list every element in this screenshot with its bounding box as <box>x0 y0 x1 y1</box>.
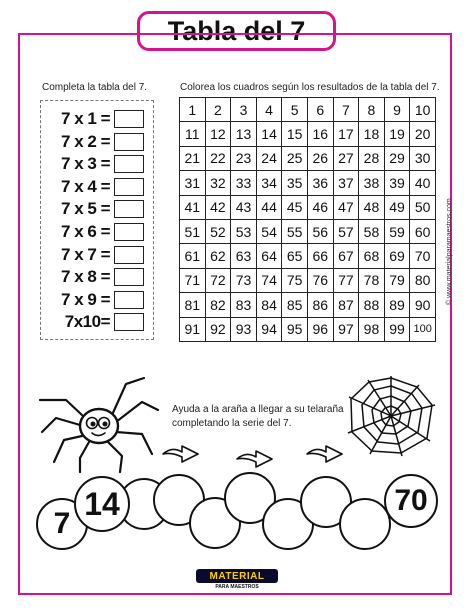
grid-cell[interactable]: 51 <box>180 219 206 243</box>
spider-icon <box>34 370 164 475</box>
instruction-complete: Completa la tabla del 7. <box>42 82 148 93</box>
grid-cell[interactable]: 64 <box>256 244 282 268</box>
help-line-2: completando la serie del 7. <box>172 418 292 429</box>
grid-cell[interactable]: 66 <box>307 244 333 268</box>
grid-cell[interactable]: 18 <box>359 122 385 146</box>
grid-cell[interactable]: 59 <box>384 219 410 243</box>
grid-cell[interactable]: 52 <box>205 219 231 243</box>
multiplication-label: 7 x 2 = <box>61 131 110 151</box>
multiplication-label: 7 x 8 = <box>61 267 110 287</box>
series-circle[interactable] <box>339 498 391 550</box>
multiplication-row <box>56 221 144 243</box>
series-circle-first: 7 <box>36 498 88 550</box>
grid-cell[interactable]: 6 <box>307 98 333 122</box>
grid-cell[interactable]: 53 <box>231 219 257 243</box>
answer-box[interactable] <box>114 133 144 151</box>
grid-cell[interactable]: 27 <box>333 146 359 170</box>
grid-cell[interactable]: 19 <box>384 122 410 146</box>
grid-cell[interactable]: 42 <box>205 195 231 219</box>
grid-row <box>180 171 436 195</box>
multiplication-row <box>56 176 144 198</box>
answer-box[interactable] <box>114 291 144 309</box>
grid-cell[interactable]: 45 <box>282 195 308 219</box>
grid-cell[interactable]: 47 <box>333 195 359 219</box>
grid-cell[interactable]: 39 <box>384 171 410 195</box>
grid-cell[interactable]: 15 <box>282 122 308 146</box>
right-arrow-icon <box>160 440 202 464</box>
grid-row <box>180 195 436 219</box>
grid-cell[interactable]: 28 <box>359 146 385 170</box>
spiderweb-icon <box>346 375 436 457</box>
grid-cell[interactable]: 49 <box>384 195 410 219</box>
grid-cell[interactable]: 93 <box>231 317 257 341</box>
multiplication-label: 7 x 9 = <box>61 289 110 309</box>
grid-cell[interactable]: 63 <box>231 244 257 268</box>
answer-box[interactable] <box>114 155 144 173</box>
grid-cell[interactable]: 96 <box>307 317 333 341</box>
multiplication-row <box>56 244 144 266</box>
multiplication-label: 7x10= <box>64 312 110 332</box>
multiplication-row <box>56 153 144 175</box>
grid-cell[interactable]: 24 <box>256 146 282 170</box>
answer-box[interactable] <box>114 110 144 128</box>
grid-cell[interactable]: 95 <box>282 317 308 341</box>
grid-cell[interactable]: 34 <box>256 171 282 195</box>
grid-cell[interactable]: 21 <box>180 146 206 170</box>
grid-cell[interactable]: 72 <box>205 268 231 292</box>
multiplication-row <box>56 289 144 311</box>
multiplication-label: 7 x 5 = <box>61 199 110 219</box>
grid-row <box>180 268 436 292</box>
grid-cell[interactable]: 29 <box>384 146 410 170</box>
grid-cell[interactable]: 41 <box>180 195 206 219</box>
grid-cell[interactable]: 100 <box>410 317 436 341</box>
grid-cell[interactable]: 55 <box>282 219 308 243</box>
grid-cell[interactable]: 78 <box>359 268 385 292</box>
grid-cell[interactable]: 90 <box>410 293 436 317</box>
instruction-color: Colorea los cuadros según los resultados de la tabla del 7. <box>180 82 440 93</box>
logo-main <box>196 569 278 583</box>
grid-cell[interactable]: 43 <box>231 195 257 219</box>
logo-text: MATERIAL <box>209 570 265 582</box>
multiplication-row <box>56 266 144 288</box>
grid-cell[interactable]: 26 <box>307 146 333 170</box>
multiplication-label: 7 x 1 = <box>61 109 110 128</box>
grid-cell[interactable]: 10 <box>410 98 436 122</box>
grid-cell[interactable]: 88 <box>359 293 385 317</box>
right-arrow-icon <box>304 440 346 464</box>
grid-cell[interactable]: 8 <box>359 98 385 122</box>
multiplication-label: 7 x 6 = <box>61 222 110 241</box>
grid-cell[interactable]: 68 <box>359 244 385 268</box>
grid-cell[interactable]: 36 <box>307 171 333 195</box>
grid-cell[interactable]: 1 <box>180 98 206 122</box>
grid-row <box>180 317 436 341</box>
grid-cell[interactable]: 4 <box>256 98 282 122</box>
grid-cell[interactable]: 37 <box>333 171 359 195</box>
multiplication-label: 7 x 4 = <box>61 176 110 196</box>
grid-cell[interactable]: 16 <box>307 122 333 146</box>
grid-cell[interactable]: 74 <box>256 268 282 292</box>
help-instruction <box>172 403 344 431</box>
grid-cell[interactable]: 7 <box>333 98 359 122</box>
grid-cell[interactable]: 91 <box>180 317 206 341</box>
grid-cell[interactable]: 56 <box>307 219 333 243</box>
answer-box[interactable] <box>114 246 144 264</box>
grid-row <box>180 122 436 146</box>
grid-cell[interactable]: 69 <box>384 244 410 268</box>
grid-cell[interactable]: 11 <box>180 122 206 146</box>
grid-cell[interactable]: 31 <box>180 171 206 195</box>
grid-cell[interactable]: 81 <box>180 293 206 317</box>
grid-cell[interactable]: 73 <box>231 268 257 292</box>
grid-cell[interactable]: 46 <box>307 195 333 219</box>
logo <box>196 569 278 591</box>
grid-cell[interactable]: 50 <box>410 195 436 219</box>
grid-cell[interactable]: 40 <box>410 171 436 195</box>
grid-cell[interactable]: 86 <box>307 293 333 317</box>
grid-cell[interactable]: 77 <box>333 268 359 292</box>
series-circle-second: 14 <box>74 476 130 532</box>
grid-cell[interactable]: 94 <box>256 317 282 341</box>
grid-cell[interactable]: 67 <box>333 244 359 268</box>
grid-cell[interactable]: 25 <box>282 146 308 170</box>
multiplication-row <box>56 198 144 220</box>
grid-cell[interactable]: 2 <box>205 98 231 122</box>
multiplication-label: 7 x 3 = <box>61 154 110 174</box>
grid-cell[interactable]: 23 <box>231 146 257 170</box>
answer-box[interactable] <box>114 200 144 218</box>
grid-cell[interactable]: 44 <box>256 195 282 219</box>
grid-cell[interactable]: 80 <box>410 268 436 292</box>
grid-cell[interactable]: 54 <box>256 219 282 243</box>
grid-cell[interactable]: 97 <box>333 317 359 341</box>
grid-cell[interactable]: 60 <box>410 219 436 243</box>
grid-cell[interactable]: 32 <box>205 171 231 195</box>
grid-row <box>180 146 436 170</box>
multiplication-label: 7 x 7 = <box>61 244 110 264</box>
page-title: Tabla del 7 <box>137 11 336 51</box>
multiplication-row <box>56 311 144 333</box>
copyright-text: © www.materialparamaestros.com <box>446 198 453 305</box>
grid-cell[interactable]: 87 <box>333 293 359 317</box>
grid-cell[interactable]: 82 <box>205 293 231 317</box>
grid-cell[interactable]: 12 <box>205 122 231 146</box>
grid-cell[interactable]: 61 <box>180 244 206 268</box>
answer-box[interactable] <box>114 178 144 196</box>
grid-cell[interactable]: 14 <box>256 122 282 146</box>
grid-cell[interactable]: 30 <box>410 146 436 170</box>
grid-cell[interactable]: 92 <box>205 317 231 341</box>
grid-cell[interactable]: 13 <box>231 122 257 146</box>
grid-cell[interactable]: 57 <box>333 219 359 243</box>
grid-cell[interactable]: 17 <box>333 122 359 146</box>
grid-cell[interactable]: 65 <box>282 244 308 268</box>
grid-cell[interactable]: 38 <box>359 171 385 195</box>
grid-cell[interactable]: 84 <box>256 293 282 317</box>
help-line-1: Ayuda a la araña a llegar a su telaraña <box>172 404 344 415</box>
grid-row <box>180 293 436 317</box>
grid-cell[interactable]: 5 <box>282 98 308 122</box>
multiplication-row <box>56 108 144 130</box>
grid-cell[interactable]: 48 <box>359 195 385 219</box>
grid-cell[interactable]: 20 <box>410 122 436 146</box>
answer-box[interactable] <box>114 313 144 331</box>
grid-cell[interactable]: 85 <box>282 293 308 317</box>
answer-box[interactable] <box>114 268 144 286</box>
grid-cell[interactable]: 75 <box>282 268 308 292</box>
grid-cell[interactable]: 3 <box>231 98 257 122</box>
number-grid <box>179 97 436 342</box>
grid-cell[interactable]: 22 <box>205 146 231 170</box>
answer-box[interactable] <box>114 223 144 241</box>
grid-cell[interactable]: 83 <box>231 293 257 317</box>
grid-cell[interactable]: 99 <box>384 317 410 341</box>
grid-row <box>180 219 436 243</box>
logo-subtitle: PARA MAESTROS <box>215 584 259 590</box>
multiplication-row <box>56 131 144 153</box>
grid-cell[interactable]: 98 <box>359 317 385 341</box>
right-arrow-icon <box>234 445 276 469</box>
grid-cell[interactable]: 70 <box>410 244 436 268</box>
grid-row <box>180 244 436 268</box>
grid-cell[interactable]: 9 <box>384 98 410 122</box>
grid-cell[interactable]: 33 <box>231 171 257 195</box>
grid-cell[interactable]: 35 <box>282 171 308 195</box>
series-circle-last: 70 <box>384 474 438 528</box>
grid-cell[interactable]: 76 <box>307 268 333 292</box>
grid-cell[interactable]: 71 <box>180 268 206 292</box>
grid-cell[interactable]: 62 <box>205 244 231 268</box>
grid-row <box>180 98 436 122</box>
grid-cell[interactable]: 89 <box>384 293 410 317</box>
grid-cell[interactable]: 79 <box>384 268 410 292</box>
grid-cell[interactable]: 58 <box>359 219 385 243</box>
